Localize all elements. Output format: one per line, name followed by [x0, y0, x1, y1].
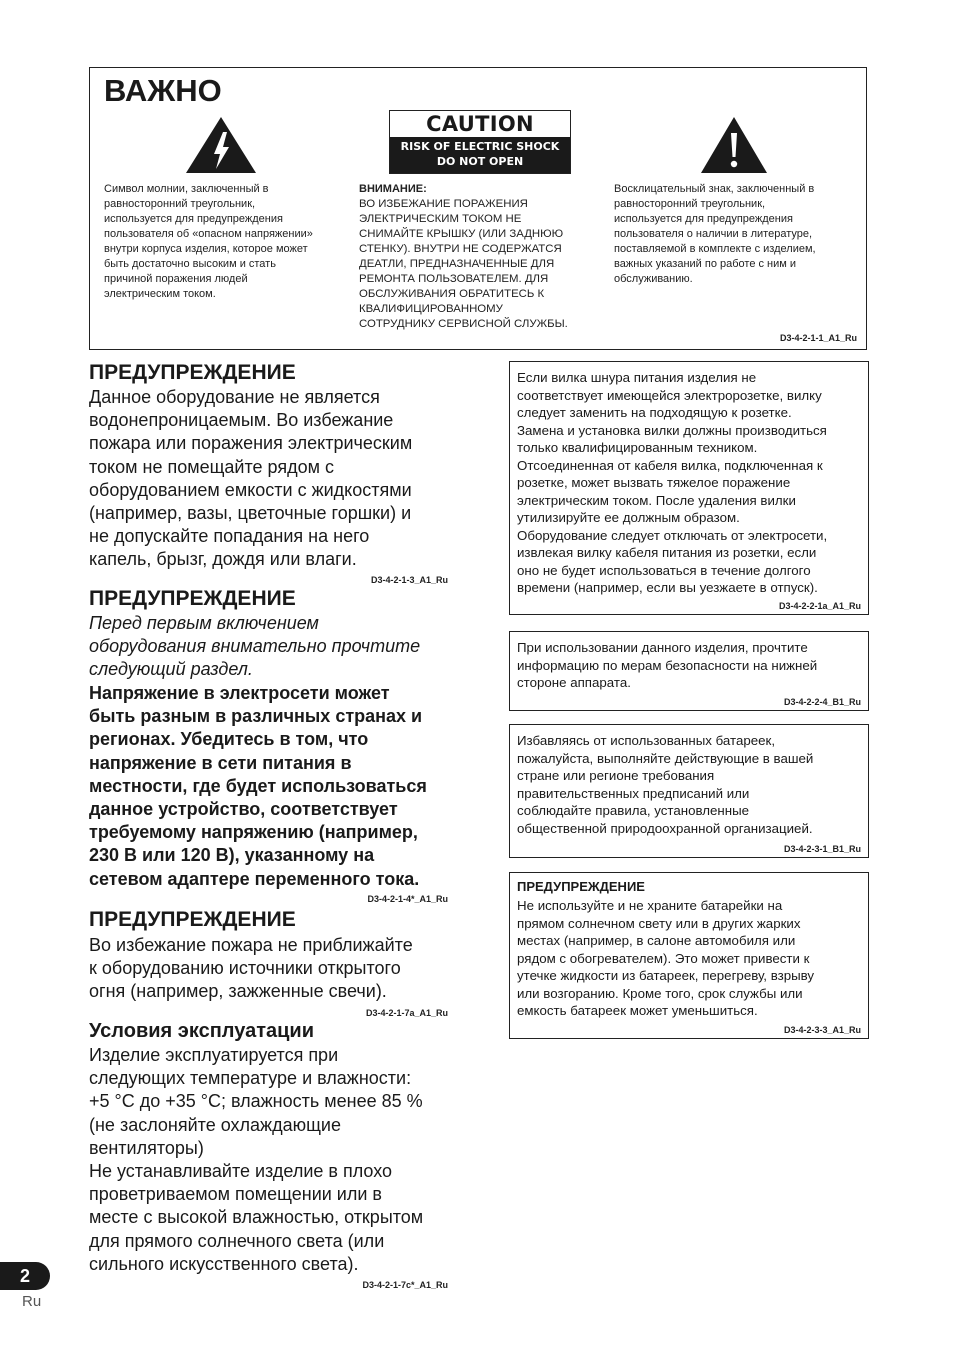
notice-box-battery-warning	[509, 872, 869, 1039]
caution-line-2: DO NOT OPEN	[436, 155, 524, 168]
document-code: D3-4-2-1-7a_A1_Ru	[365, 1008, 448, 1018]
operating-conditions-text: Изделие эксплуатируется при следующих температуре и влажности: +5 °C до +35 °C; влажность менее 85 % (не заслоняйте охлаждающие вентиляторы) Не устанавливайте изделие в плохо проветриваемом помещении или в месте с высокой влажностью, открытом для прямого солнечного света (или сильного искусственного света).	[89, 1045, 424, 1274]
document-code: D3-4-2-1-3_A1_Ru	[370, 575, 448, 585]
document-code: D3-4-2-2-1a_A1_Ru	[778, 601, 861, 611]
page-language: Ru	[22, 1293, 42, 1310]
battery-warning-text: Не используйте и не храните батарейки на прямом солнечном свету или в других жарких местах (например, в салоне автомобиля или рядом с обогревателем). Это может привести к утечке жидкости из батареек, перегреву, взрыву или возгоранию. Кроме того, срок службы или емкость батареек может уменьшиться.	[517, 898, 815, 1018]
lightning-symbol-description: Символ молнии, заключенный в равносторонний треугольник, используется для предупреждения пользователя об «опасном напряжении» внутри корпуса изделия, которое может быть достаточно высоким и стать причиной поражения людей электрическим током.	[104, 183, 313, 300]
lightning-warning-icon	[185, 116, 257, 174]
document-code: D3-4-2-3-3_A1_Ru	[783, 1025, 861, 1035]
caution-label	[389, 110, 571, 174]
page-number: 2	[0, 1262, 50, 1290]
safety-info-text: При использовании данного изделия, прочтите информацию по мерам безопасности на нижней стороне аппарата.	[517, 640, 818, 690]
caution-heading: ВНИМАНИЕ:	[359, 183, 427, 195]
caution-band	[390, 137, 570, 173]
section-heading-operating-conditions: Условия эксплуатации	[89, 1020, 314, 1042]
exclamation-warning-icon	[700, 116, 768, 174]
battery-warning-heading: ПРЕДУПРЕЖДЕНИЕ	[517, 879, 645, 894]
exclamation-symbol-description: Восклицательный знак, заключенный в равносторонний треугольник, используется для предупреждения пользователя о наличии в литературе, поставляемой в комплекте с изделием, важных указаний по работе с ним и обслуживанию.	[614, 183, 816, 285]
warning-voltage-text: Напряжение в электросети может быть разным в различных странах и регионах. Убедитесь в том, что напряжение в сети питания в местности, где будет использоваться данное устройство, соответствует требуемому напряжению (например, 230 В или 120 В), указанному на сетевом адаптере переменного тока.	[89, 683, 427, 889]
warning-fire-text: Во избежание пожара не приближайте к оборудованию источники открытого огня (например, зажженные свечи).	[89, 935, 413, 1002]
section-heading-warning-fire: ПРЕДУПРЕЖДЕНИЕ	[89, 908, 296, 931]
notice-box-power-plug	[509, 361, 869, 615]
document-code: D3-4-2-3-1_B1_Ru	[783, 844, 861, 854]
important-title: ВАЖНО	[104, 73, 222, 108]
document-code: D3-4-2-1-1_A1_Ru	[779, 333, 857, 343]
power-plug-text: Если вилка шнура питания изделия не соответствует имеющейся электророзетке, вилку следует заменить на подходящую к розетке. Замена и установка вилки должны производиться только квалифицированным техником. Отсоединенная от кабеля вилка, подключенная к розетке, может вызвать тяжелое поражение электрическим током. После удаления вилки утилизируйте ее должным образом. Оборудование следует отключать от электросети, извлекая вилку кабеля питания из розетки, если оно не будет использоваться в течение долгого времени (например, если вы уезжаете в отпуск).	[517, 370, 828, 595]
caution-description	[359, 182, 599, 332]
battery-disposal-text: Избавляясь от использованных батареек, пожалуйста, выполняйте действующие в вашей стране или регионе требования правительственных предписаний или соблюдайте правила, установленные общественной природоохранной организацией.	[517, 733, 814, 836]
notice-box-safety-info	[509, 631, 869, 711]
important-box	[89, 67, 867, 350]
caution-word: CAUTION	[426, 112, 534, 136]
document-code: D3-4-2-1-4*_A1_Ru	[367, 894, 448, 904]
caution-text: ВО ИЗБЕЖАНИЕ ПОРАЖЕНИЯ ЭЛЕКТРИЧЕСКИМ ТОКОМ НЕ СНИМАЙТЕ КРЫШКУ (ИЛИ ЗАДНЮЮ СТЕНКУ). ВНУТРИ НЕ СОДЕРЖАТСЯ ДЕАТЛИ, ПРЕДНАЗНАЧЕННЫЕ ДЛЯ РЕМОНТА ПОЛЬЗОВАТЕЛЕМ. ДЛЯ ОБСЛУЖИВАНИЯ ОБРАТИТЕСЬ К КВАЛИФИЦИРОВАННОМУ СОТРУДНИКУ СЕРВИСНОЙ СЛУЖБЫ.	[359, 198, 568, 330]
document-code: D3-4-2-1-7c*_A1_Ru	[362, 1280, 448, 1290]
warning-water-text: Данное оборудование не является водонепроницаемым. Во избежание пожара или поражения электрическим током не помещайте рядом с оборудованием емкости с жидкостями (например, вазы, цветочные горшки) и не допускайте попадания на него капель, брызг, дождя или влаги.	[89, 387, 413, 570]
section-heading-warning-voltage: ПРЕДУПРЕЖДЕНИЕ	[89, 587, 296, 610]
warning-voltage-intro: Перед первым включением оборудования внимательно прочтите следующий раздел.	[89, 613, 421, 680]
section-heading-warning-water: ПРЕДУПРЕЖДЕНИЕ	[89, 361, 296, 384]
notice-box-battery-disposal	[509, 724, 869, 858]
document-code: D3-4-2-2-4_B1_Ru	[783, 697, 861, 707]
caution-line-1: RISK OF ELECTRIC SHOCK	[400, 140, 560, 153]
